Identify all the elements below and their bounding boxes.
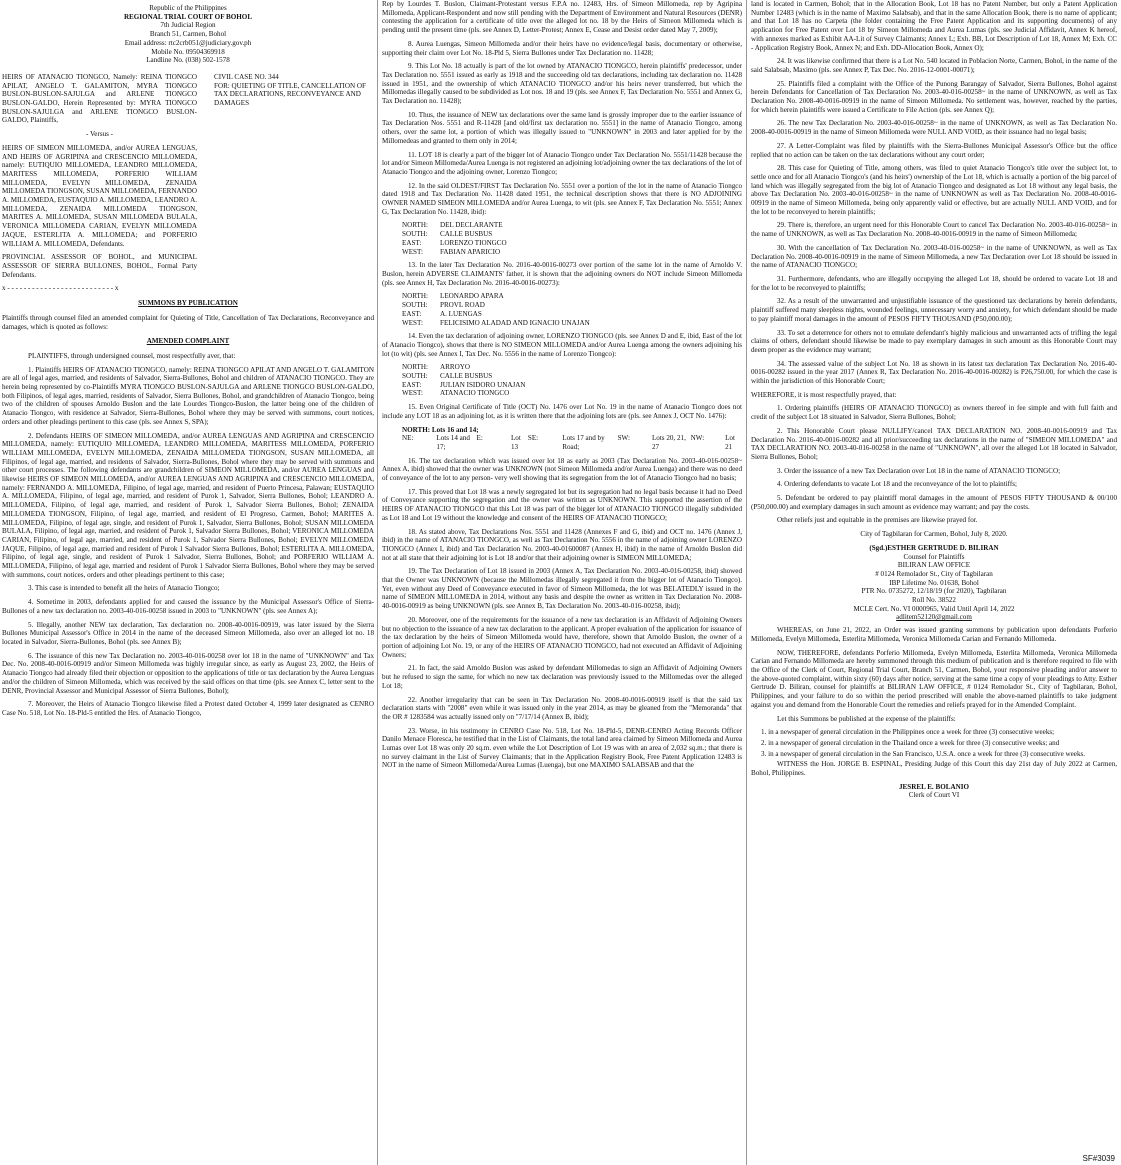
complaint-paragraph: 19. The Tax Declaration of Lot 18 issued in 2003 (Annex A, Tax Declaration No. 2003-40-016-00258, ibid) showed that the Owner was UNKNOWN (because the Millomedas illegally segregated it from the bigger lot of Atanacio Tiongco). Yet, even without any Deed of Conveyance executed in favor of Simeon Millomeda, the lot was BELATEDLY issued in the name of SIMEON MILLOMEDA in 2014, without any basis and despite the owner as written in Tax Declaration No. 2008-40-0016-00919 as being UNKNOWN (pls. see Annex B, Tax Declaration No. 2003-40-016-00258, ibid);	[382, 567, 742, 611]
counsel-ptr: PTR No. 0735272, 12/18/19 (for 2020), Tagbilaran	[861, 587, 1007, 596]
boundary-owner: DEL DECLARANTE	[440, 221, 503, 230]
boundary-direction: NORTH:	[402, 292, 428, 301]
header-landline: Landline No. (038) 502-1578	[146, 56, 230, 65]
whereas-clause: WHEREAS, on June 21, 2022, an Order was issued granting summons by publication upon defendants Porferio Millomeda, Evelyn Millomeda, Esterlita Millomeda, Veronica Millomeda Carian and Fernando Millomeda.	[751, 626, 1117, 643]
other-reliefs: Other reliefs just and equitable in the premises are likewise prayed for.	[777, 516, 978, 525]
complaint-paragraph: 25. Plaintiffs filed a complaint with the Office of the Punong Barangay of Salvador, Sierra Bullones, Bohol against herein Defendants for Cancellation of Tax Declaration No. 2003-40-016-00258~ in the name of UNKNOWN, as well as Tax Declaration No. 2008-40-0016-00919 in the name of Simeon Millomeda. No settlement was, however, reached by the parties, for which herein plaintiffs were issued a Certificate to File Action (pls. see Annex Q);	[751, 79, 1117, 114]
complaint-paragraph: 20. Moreover, one of the requirements for the issuance of a new tax declaration is an Affidavit of Adjoining Owners but no objection to the issuance of a new tax declaration to the applicant. A proper evaluation of the application for issuance of the tax declaration by the heirs of Simeon Millomeda would have, therefore, shown that Arnoldo Buslon, the owner of a portion of adjoining Lot No. 19, or any of the HEIRS OF ATANACIO TIONGCO, had not executed an Affidavit of Adjoining Owners;	[382, 615, 742, 659]
boundary-owner: FABIAN APARICIO	[440, 247, 501, 256]
complaint-paragraph: 28. This case for Quieting of Title, among others, was filed to quiet Atanacio Tiongco's title over the subject lot, to settle once and for all Atanacio Tiongco's (and his heirs') ownership of the Lot 18, which is actually a portion of the big parcel of land which was illegally segregated from the big lot of Atanacio Tiongco and designated as Lot 18 without any legal basis, the above Tax Declaration No. 2003-40-016-00258~ in the name of UNKNOWN as well as Tax Declaration No. 2008-40-0016-00919 in the name of Simeon Millomeda, being only apparently valid or effective, but are actually NULL AND VOID, and for the lot to be reconveyed to herein plaintiffs;	[751, 164, 1117, 216]
complaint-paragraph: 22. Another irregularity that can be seen in Tax Declaration No. 2008-40-0016-00919 itself is that the said tax declaration starts with "2008" even while it was issued only in the year 2014, as may be gleaned from the "Memoranda" that the OR # 1283584 was actually issued only on "7/17/14 (Annex B, ibid);	[382, 695, 742, 721]
boundary-owner: Lots 17 and by Road;	[562, 434, 605, 451]
complaint-paragraph: 16. The tax declaration which was issued over lot 18 as early as 2003 (Tax Declaration No. 2003-40-016-00258~ Annex A, ibid) showed that the owner was UNKNOWN (not Simeon Millomeda and/or Aurea Luenga) and there was no deed of conveyance of the lot to any person- very well showing that its segregation from the lot of Atanacio Tiongco had no basis;	[382, 456, 742, 483]
complaint-paragraph: 9. This Lot No. 18 actually is part of the lot owned by ATANACIO TIONGCO, herein plaintiffs' predecessor, under Tax Declaration no. 5551 issued as early as 1918 and the succeeding old tax declarations, including tax declaration no. 11428 issued in 1951, and the ownership of which ATANACIO TIONGCO and/or his heirs never transferred, but which the Millomedas illegally caused to be subdivided as Lot nos. 18 and 19 (pls. see Annex F, Tax Declaration No. 5551 and Annex G, Tax Declaration no. 11428);	[382, 62, 742, 106]
boundary-direction: SOUTH:	[402, 301, 428, 310]
complaint-paragraph: 5. Illegally, another NEW tax declaration, Tax declaration no. 2008-40-0016-00919, was later issued by the Sierra Bullones Municipal Assessor's Office in 2014 in the name of the deceased Simeon Millomeda, also over an alleged lot no. 18 located in Salvador, Sierra-Bullones, Bohol (pls. see Annex B);	[2, 620, 374, 646]
complaint-paragraph: 23. Worse, in his testimony in CENRO Case No. 518, Lot No. 18-Pld-5, DENR-CENRO Acting Records Officer Danilo Menace Floresca, he testified that in the List of Claimants, the total land area claimed by Simeon Millomeda and Aurea Lumas over Lot 18 was only 20 sq.m. even while the Lot Description of Lot 19 was with an area of 2,032 sq.m.; that there is no survey claimant in the List of Survey Claimants; that in the Application Registry Book, Free Patent Application 12483 is NOT in the name of Simeon Millomeda/Aurea Lumas (Luenga), but one MAXIMO SALABSAB and that the	[382, 726, 742, 770]
boundary-owner: A. LUENGAS	[440, 309, 482, 318]
complaint-paragraph: 31. Furthermore, defendants, who are illegally occupying the alleged Lot 18, should be ordered to vacate Lot 18 and for the lot to be reconveyed to plaintiffs;	[751, 274, 1117, 292]
complaint-paragraph: 24. It was likewise confirmed that there is a Lot No. 540 located in Poblacion Norte, Carmen, Bohol, in the name of the said Salabsab, Maximo (pls. see Annex P, Tax Dec. No. 2016-12-0001-00071);	[751, 57, 1117, 74]
boundary-owner: CALLE BUSBUS	[440, 230, 493, 239]
boundary-direction: EAST:	[402, 380, 422, 389]
witness-clause: WITNESS the Hon. JORGE B. ESPINAL, Presiding Judge of this Court this day 21st day of July 2022 at Carmen, Bohol, Philippines.	[751, 760, 1117, 778]
col3-continuation: land is located in Carmen, Bohol; that in the Allocation Book, Lot 18 has no Patent Number, but only a Patent Application Number 12483 (which is in the name of Maximo Salabsab), and that in the same Allocation Book, there is no name of applicant; and that Lot 18 has no Carpeta (the folder containing the Free Patent Application and its supporting documents) of any application for Free Patent over Lot 18 by Simeon Millomeda and Aurea Lumas (pls. see Judicial Affidavit, Annex K hereof, with annexes marked as Exhibit AA-Lit of Survey Claimants; Annex L; Exh. BB, Lot Description of Lot 18, Annex M; Exh. CC - Application Registry Book, Annex N; and Exh. DD-Allocation Book, Annex O);	[751, 0, 1117, 52]
header-branch: Branch 51, Carmen, Bohol	[149, 30, 227, 39]
footer-mark: SF#3039	[1082, 1154, 1115, 1163]
boundary-north: NORTH: Lots 16 and 14;	[402, 425, 479, 434]
wherefore: WHEREFORE, it is most respectfully prayed, that:	[751, 390, 897, 399]
complaint-paragraph: 33. To set a deterrence for others not to emulate defendant's highly malicious and unwarranted acts of trifling the legal claims of others, defendant should likewise be made to pay exemplary damages in such amount as this Honorable Court may deem proper as the evidence may warrant;	[751, 328, 1117, 354]
boundary-row	[402, 230, 742, 239]
boundary-row	[402, 319, 742, 328]
complaint-paragraph: 30. With the cancellation of Tax Declaration No. 2003-40-016-00258~ in the name of UNKNOWN, as well as Tax Declaration No. 2008-40-0016-00919 in the name of Simeon Millomeda, a new Tax Declaration over Lot 18 should be issued in the name of ATANACIO TIONGCO;	[751, 243, 1117, 270]
caption-defendants: HEIRS OF SIMEON MILLOMEDA, and/or AUREA LENGUAS, AND HEIRS OF AGRIPINA and CRESCENCIO MILLOMEDA, namely: EUTIQUIO MILLOMEDA, LEANDRO MILLOMEDA, MARITESS MILLOMEDA, PORFERIO WILLIAM MILLOMEDA, EVELYN MILLOMEDA, ZENAIDA MILLOMEDA TIONGSON, SUSAN MILLOMEDA, FERNANDO A. MILLOMEDA, EUSTAQUIO A. MILLOMEDA, LEANDRO A. MILLOMEDA, ZENAIDA MILLOMEDA TIONGSON, MARITES A. MILLOMEDA, SUSAN MILLOMEDA BULALA, VERONICA MILLOMEDA CARIAN, EVELYN MILLOMEDA JAQUE, ESTERLITA A. MILLOMEDA; and PORFERIO WILLIAM A. MILLOMEDA, Defendants.	[2, 143, 197, 248]
clerk-signature-block	[751, 783, 1117, 800]
counsel-name: (Sgd.)ESTHER GERTRUDE D. BILIRAN	[869, 543, 999, 552]
boundary-direction: SE:	[527, 434, 539, 443]
boundary-direction: E:	[476, 434, 483, 443]
complaint-paragraph: 8. Aurea Luengas, Simeon Millomeda and/or their heirs have no evidence/legal basis, documentary or otherwise, supporting their claim over Lot No. 18-Pld 5, Sierra Bullones under Tax Declaration no. 11428;	[382, 39, 742, 57]
complaint-paragraph: 26. The new Tax Declaration No. 2003-40-016-00258~ in the name of UNKNOWN, as well as Tax Declaration No. 2008-40-0016-00919 in the name of Simeon Millomeda were NULL AND VOID, as their issuance had no legal basis;	[751, 119, 1117, 137]
boundary-row	[402, 310, 742, 319]
boundary-direction: SW:	[617, 434, 630, 443]
counsel-firm: BILIRAN LAW OFFICE	[897, 561, 971, 570]
column-3	[751, 0, 1117, 1165]
clerk-title: Clerk of Court VI	[908, 791, 960, 800]
complaint-paragraph: 3. This case is intended to benefit all the heirs of Atanacio Tiongco;	[28, 584, 220, 593]
counsel-address: # 0124 Remolador St., City of Tagbilaran	[875, 569, 993, 578]
prayer-item: 4. Ordering defendants to vacate Lot 18 and the reconveyance of the lot to plaintiffs;	[777, 480, 1017, 489]
publish-item: 2. in a newspaper of general circulation in the Thailand once a week for three (3) consecutive weeks; and	[761, 738, 1060, 747]
boundary-row	[402, 372, 742, 381]
boundaries-td5556	[402, 363, 742, 398]
boundary-owner: ATANACIO TIONGCO	[440, 389, 510, 398]
publish-list	[751, 728, 1117, 758]
complaint-paragraph: 12. In the said OLDEST/FIRST Tax Declaration No. 5551 over a portion of the lot in the name of Atanacio Tiongco dated 1918 and Tax Declaration No. 11428 dated 1951, the technical description shows that there is NO ADJOINING OWNER NAMED SIMEON MILLOMEDA and/or Aurea Luenga, to wit (pls. see Annex F, Tax Declaration No. 5551; Annex G, Tax Declaration No. 11428, ibid):	[382, 181, 742, 216]
paragraph-14: 14. Even the tax declaration of adjoining owner, LORENZO TIONGCO (pls. see Annex D and E, ibid, East of the lot of Atanacio Tiongco), shows that there is NO SIMEON MILLOMEDA and/or Aurea Luenga among the owners adjoining his lot (to wit) (pls. see Annex I, Tax Dec. No. 5556 in the name of Lorenzo Tiongco):	[382, 332, 742, 358]
plaintiffs-aver: PLAINTIFFS, through undersigned counsel, most respectfully aver, that:	[28, 351, 236, 360]
complaint-paragraph: 11. LOT 18 is clearly a part of the bigger lot of Atanacio Tiongco under Tax Declaration No. 5551/11428 because the lot and/or Simeon Millomeda/Aurea Luenga is not registered an adjoining lot/adjoining owner the tax declarations of the lot of Atanacio Tiongco and the adjoining owner, Lorenzo Tiongco;	[382, 150, 742, 176]
counsel-ibp: IBP Lifetime No. 01638, Bohol	[889, 578, 979, 587]
col2-continuation: Rep by Lourdes T. Buslon, Claimant-Protestant versus F.P.A no. 12483, Hrs. of Simeon Millomeda, rep by Agripina Millomeda, Applicant-Respondent and now still pending with the Department of Environment and Natural Resources (DENR) contesting the application for a certificate of title over the alleged lot no. 18 by the Heirs of Simeon Millomeda which is pending until the present time (pls. see Annex D, Letter-Protest; Annex E, Cease and Desist order dated May 7, 2009);	[382, 0, 742, 35]
complaint-paragraph: 2. Defendants HEIRS OF SIMEON MILLOMEDA, and/or AUREA LENGUAS AND AGRIPINA and CRESCENCIO MILLOMEDA, namely: EUTIQUIO MILLOMEDA, LEANDRO MILLOMEDA, MARITESS MILLOMEDA, PORFERIO WILLIAM MILLOMEDA, EVELYN MILLOMEDA, ZENAIDA MILLOMEDA TIONGSON, SUSAN MILLOMEDA, all Filipinos, of legal age, married, and residents of Salvador, Sierra-Bullones, Bohol where they may be served with summons and other court processes. The following defendants are grandchildren of SIMEON MILLOMEDA, and/or AUREA LENGUAS and likewise HEIRS OF SIMEON MILLOMEDA, and/or AUREA LENGUAS AND AGRIPINA and CRESCENCIO MILLOMEDA, namely: FERNANDO A. MILLOMEDA, Filipino, of legal age, married, and resident of Puerto Princesa, Palawan; EUSTAQUIO A. MILLOMEDA, Filipino, of legal age, married, and resident of Purok 1, Salvador, Sierra Bullones, Bohol; LEANDRO A. MILLOMEDA, Filipino, of legal age, married, and resident of Purok 1, Salvador Sierra Bullones, Bohol; ZENAIDA MILLOMEDA TIONGSON, Filipino, of legal age, married, and resident of El Progreso, Carmen, Bohol; MARITES A. MILLOMEDA, Filipino, of legal age, single, and resident of Purok 1, Salvador, Sierra Bullones, Bohol; SUSAN MILLOMEDA BULALA, Filipino, of legal age, married, and resident of Purok 1, Salvador Sierra Bullones, Bohol; VERONICA MILLOMEDA CARIAN, Filipino, of legal age, married, and resident of Purok 1, Salvador Sierra Bullones, Bohol; EVELYN MILLOMEDA JAQUE, Filipino, of legal age, married and resident of Purok 1 Salvador Sierra Bullones, Bohol; ESTERLITA A. MILLOMEDA, Filipino, of legal age, single, and resident of Purok 1 Salvador, Sierra Bullones, Bohol; and PORFERIO WILLIAM A. MILLOMEDA, Filipino, of legal age, married and resident of Purok 1 Salvador Sierra Bullones, Bohol where they may be served with summons, court notices, orders and other pleadings pertinent to this case;	[2, 431, 374, 579]
header-region: 7th Judicial Region	[160, 21, 216, 30]
counsel-email[interactable]: adlitem52120@gmail.com	[896, 613, 972, 622]
case-number: CIVIL CASE NO. 344	[214, 72, 279, 81]
caption-formal-defendants: PROVINCIAL ASSESSOR OF BOHOL, and MUNICIPAL ASSESSOR OF SIERRA BULLONES, BOHOL, Formal Party Defendants.	[2, 253, 197, 279]
boundary-direction: WEST:	[402, 318, 423, 327]
court-header	[2, 4, 374, 65]
boundary-direction: NE:	[402, 434, 414, 443]
boundary-row	[402, 363, 742, 372]
publish-instruction: Let this Summons be published at the expense of the plaintiffs:	[777, 714, 956, 723]
complaint-paragraph: 34. The assessed value of the subject Lot No. 18 as shown in its latest tax declaration Tax Declaration No. 2016-40-0016-00282 issued in the year 2017 (Annex R, Tax Declaration No. 2016-40-0016-00282) is P26,750.00, for which the case is within the jurisdiction of this Honorable Court;	[751, 359, 1117, 386]
boundary-row	[402, 301, 742, 310]
complaint-paragraph: 27. A Letter-Complaint was filed by plaintiffs with the Sierra-Bullones Municipal Assessor's Office but the office replied that no action can be taken on the tax declarations without any court order;	[751, 141, 1117, 159]
amended-complaint-title: AMENDED COMPLAINT	[146, 337, 230, 346]
paragraph-13: 13. In the later Tax Declaration No. 2016-40-0016-00273 over portion of the same lot in the name of Arnoldo V. Buslon, herein ADVERSE CLAIMANTS' father, it is shown that the adjoining owners do NOT include Simeon Millomeda (pls. see Annex H, Tax Declaration No. 2016-40-0016-00273):	[382, 261, 742, 287]
boundary-owner: CALLE BUSBUS	[440, 372, 493, 381]
caption-plaintiffs: HEIRS OF ATANACIO TIONGCO, Namely: REINA TIONGCO APILAT, ANGELO T. GALAMITON, MYRA TIONGCO BUSLON-BUSLON-SAJULGA and ARLENE TIONGCO BUSLON-GALDO, Herein Represented by: MYRA TIONGCO BUSLON-SAJULGA and ARLENE TIONGCO BUSLON-GALDO, Plaintiffs,	[2, 72, 197, 125]
boundary-row	[618, 434, 691, 451]
caption-versus: - Versus -	[85, 130, 114, 139]
boundary-owner: FELICISIMO ALADAD AND IGNACIO UNAJAN	[440, 318, 590, 327]
boundary-direction: WEST:	[402, 389, 423, 398]
clerk-name: JESREL E. BOLANIO	[899, 782, 969, 791]
complaint-paragraph: 1. Plaintiffs HEIRS OF ATANACIO TIONGCO, namely: REINA TIONGCO APILAT AND ANGELO T. GALAMITON are all of legal ages, married, and residents of Salvador, Sierra-Bullones, Bohol and children of ATANACIO TIONGCO. They are herein being represented by co-Plaintiffs MYRA TIONGCO BUSLON-SAJULGA and ARLENE TIONGCO BUSLON-GALDO, both Filipinos, of legal ages, married, residents of Salvador, Sierra Bullones, Bohol, and grandchildren of Atanacio Tiongco, being two of the children of spouses Arnoldo Buslon and the late Lourdes Tiongco-Buslon, the latter being one of the children of Atanacio Tiongco, with residence at Salvador, Sierra-Bullones, Bohol where they may be served with summons, court notices, orders and other pleadings pertinent to this case (pls. see Annex S, SPA);	[2, 365, 374, 426]
boundary-row	[402, 248, 742, 257]
boundary-owner: JULIAN ISIDORO UNAJAN	[440, 380, 526, 389]
boundary-direction: SOUTH:	[402, 372, 428, 381]
column-divider	[746, 0, 747, 1165]
header-republic: Republic of the Philippines	[149, 4, 227, 12]
complaint-paragraph: 7. Moreover, the Heirs of Atanacio Tiongco likewise filed a Protest dated October 4, 1999 later designated as CENRO Case No. 518, Lot No. 18-Pld-5 entitled the Hrs. of Atanacio Tiongco,	[2, 700, 374, 717]
summons-intro: Plaintiffs through counsel filed an amended complaint for Quieting of Title, Cancellation of Tax Declarations, Reconveyance and damages, which is quoted as follows:	[2, 313, 374, 331]
boundary-row	[402, 239, 742, 248]
paragraph-15: 15. Even Original Certificate of Title (OCT) No. 1476 over Lot No. 19 in the name of Atanacio Tiongco does not include any LOT 18 as an adjoining lot, as it is written there that the adjoining lots are (pls. see Annex J, OCT No. 1476):	[382, 403, 742, 420]
boundary-row	[402, 389, 742, 398]
boundaries-oct1476	[402, 426, 742, 452]
counsel-signature-block	[751, 544, 1117, 622]
column-divider	[377, 0, 378, 1165]
prayer-item: 1. Ordering plaintiffs (HEIRS OF ATANACIO TIONGCO) as owners thereof in fee simple and with full faith and credit of the subject Lot 18 situated in Salvador, Sierra Bullones, Bohol;	[751, 404, 1117, 422]
boundary-direction: WEST:	[402, 247, 423, 256]
boundary-row	[402, 434, 477, 451]
prayer-item: 5. Defendant be ordered to pay plaintiff moral damages in the amount of PESOS FIFTY THOUSAND & 00/100 (P50,000.00) and exemplary damages in such amount as evidence may warrant; and pay the costs.	[751, 494, 1117, 511]
boundary-row	[402, 381, 742, 390]
city-date: City of Tagbilaran for Carmen, Bohol, July 8, 2020.	[860, 530, 1008, 539]
header-court: REGIONAL TRIAL COURT OF BOHOL	[123, 12, 253, 21]
boundary-owner: Lot 21	[725, 434, 735, 451]
now-therefore-clause: NOW, THEREFORE, defendants Porferio Millomeda, Evelyn Millomeda, Esterlita Millomeda, Veronica Millomeda Carian and Fernando Millomeda are hereby summoned through this medium of publication and is therefore required to file with the Office of the Clerk of Court, Regional Trial Court, Branch 51, Carmen, Bohol, your responsive pleading and/or answer to the above-quoted complaint, within sixty (60) days after notice, serving at the same time a copy of your pleadings to Atty. Esther Gertrude D. Biliran, counsel for plaintiffs at BILIRAN LAW OFFICE, # 0124 Remolador St., City of Tagbilaran, Bohol, Philippines, and your failure to do so within the period prescribed will enable the above-named plaintiffs to take judgment against you and demand from the Honorable Court the remedies and reliefs prayed for in the Amended Complaint.	[751, 648, 1117, 709]
column-1	[2, 0, 374, 1165]
boundary-row	[691, 434, 742, 451]
boundary-owner: Lots 20, 21, 27	[651, 434, 686, 451]
boundary-owner: LEONARDO APARA	[440, 292, 504, 301]
boundary-direction: EAST:	[402, 238, 422, 247]
column-2	[382, 0, 742, 1165]
boundary-row	[477, 434, 528, 451]
boundary-owner: ARROYO	[440, 363, 470, 372]
counsel-role: Counsel for Plaintiffs	[903, 552, 965, 561]
boundaries-td5551	[402, 221, 742, 256]
counsel-roll: Roll No. 38522	[912, 596, 956, 605]
boundary-direction: SOUTH:	[402, 230, 428, 239]
complaint-paragraph: 18. As stated above, Tax Declarations Nos. 5551 and 11428 (Annexes F and G, ibid) and OCT no. 1476 (Annex J, ibid) in the name of ATANACIO TIONGCO, as well as Tax Declaration No. 5556 in the name of adjoining owner LORENZO TIONGCO (Annex I, ibid) and Tax Declaration No. 2003-40-01600087 (Annex H, ibid) in the name of Arnoldo Buslon did not at all state that their adjoining lot is Lot 18 and/or that their adjoining owner is SIMEON MILLOMEDA;	[382, 527, 742, 562]
complaint-paragraph: 10. Thus, the issuance of NEW tax declarations over the same land is grossly improper due to the earlier issuance of Tax Declaration Nos. 5551 and R-11428 [and old/first tax declaration no. 5551] in the name of Atanacio Tiongco, among others, over the same lot, a portion of which was illegally issued to "UNKNOWN" in 2003 and later applied for by the Millomedeas and granted to them only in 2014;	[382, 110, 742, 145]
boundary-owner: Lots 14 and 17;	[436, 434, 470, 451]
header-mobile: Mobile No. 09504369918	[151, 47, 225, 56]
summons-title: SUMMONS BY PUBLICATION	[138, 299, 238, 308]
complaint-paragraph: 17. This proved that Lot 18 was a newly segregated lot but its segregation had no legal basis because it had no Deed of Conveyance supporting the segregation and the owner was written as UNKNOWN. This supported the assertion of the HEIRS OF ATANACIO TIONGCO that this Lot 18 was part of the bigger lot of ATANACIO TIONGCO illegally subdivided as Lot 18 and Lot 19 without the knowledge and consent of the HEIRS OF ATANACIO TIONGCO;	[382, 487, 742, 522]
counsel-mcle: MCLE Cert. No. VI 0000965, Valid Until April 14, 2022	[853, 604, 1015, 613]
complaint-paragraph: 29. There is, therefore, an urgent need for this Honorable Court to cancel Tax Declaration No. 2003-40-016-00258~ in the name of UNKNOWN, as well as Tax Declaration No. 2008-40-0016-00919 in the name of Simeon Millomeda;	[751, 221, 1117, 239]
boundary-direction: NORTH:	[402, 221, 428, 230]
case-subject: FOR: QUIETING OF TITLE, CANCELLATION OF TAX DECLARATIONS, RECONVEYANCE AND DAMAGES	[214, 81, 366, 108]
boundary-row	[402, 292, 742, 301]
complaint-paragraph: 4. Sometime in 2003, defendants applied for and caused the issuance by the Municipal Assessor's Office of Sierra-Bullones of a new tax declaration no. 2003-40-016-00258 issued in 2003 to "UNKNOWN" (pls. see Annex A);	[2, 598, 374, 615]
caption-separator: x - - - - - - - - - - - - - - - - - - - - - - - - - - x	[2, 284, 119, 293]
boundary-direction: EAST:	[402, 309, 422, 318]
complaint-paragraph: 6. The issuance of this new Tax Declaration no. 2003-40-016-00258 over lot 18 in the name of "UNKNOWN" and Tax Dec. No. 2008-40-0016-00919 and/or Simeon Millomeda was highly irregular since, as early as August 23, 2002, the Heirs of Atanacio Tiongco had already filed their objection or opposition to the applications of title or tax declaration by the Aurea Lenguas and/or the children of Simeon Millomeda, which was received by the said offices on that time (pls. see Annex C, letter sent to the DENR, Provincial Assessor and Municipal Assessor of Sierra Bullones, Bohol);	[2, 651, 374, 695]
boundary-owner: Lot 13	[510, 434, 521, 451]
complaint-paragraph: 32. As a result of the unwarranted and unjustifiable issuance of the questioned tax declarations by herein defendants, plaintiff suffered many sleepless nights, wounded feelings, unnecessary worry and anxiety, for which defendant should be made to pay plaintiff moral damages in the amount of PESOS FIFTY THOUSAND (P50,000.00);	[751, 297, 1117, 323]
boundary-row	[528, 434, 618, 451]
header-email[interactable]: Email address: rtc2crb051@judiciary.gov.ph	[124, 38, 252, 47]
boundary-direction: NORTH:	[402, 363, 428, 372]
publish-item: 1. in a newspaper of general circulation in the Philippines once a week for three (3) consecutive weeks;	[761, 728, 1055, 737]
case-caption	[2, 73, 374, 284]
boundary-direction: NW:	[690, 434, 705, 443]
prayer-item: 3. Order the issuance of a new Tax Declaration over Lot 18 in the name of ATANACIO TIONGCO;	[777, 466, 1061, 475]
boundary-owner: LORENZO TIONGCO	[440, 238, 507, 247]
prayer-item: 2. This Honorable Court please NULLIFY/cancel TAX DECLARATION NO. 2008-40-0016-00919 and Tax Declaration No. 2016-40-0016-00282 and all prior/succeeding tax declarations in the name of "SIMEON MILLOMEDA" and TAX DECLARATION NO. 2003-40-016-00258 in the name of "UNKNOWN", all over the alleged Lot 18 located in Salvador, Sierra Bullones, Bohol;	[751, 426, 1117, 461]
complaint-paragraph: 21. In fact, the said Arnoldo Buslon was asked by defendant Millomedas to sign an Affidavit of Adjoining Owners but he refused to sign the same, for which no new tax declaration was previously issued to the Millomedas over the alleged Lot 18;	[382, 664, 742, 690]
boundary-owner: PROVL ROAD	[440, 301, 485, 310]
publish-item: 3. in a newspaper of general circulation in the San Francisco, U.S.A. once a week for three (3) consecutive weeks.	[761, 749, 1086, 758]
boundary-row	[402, 221, 742, 230]
boundaries-td2016	[402, 292, 742, 327]
